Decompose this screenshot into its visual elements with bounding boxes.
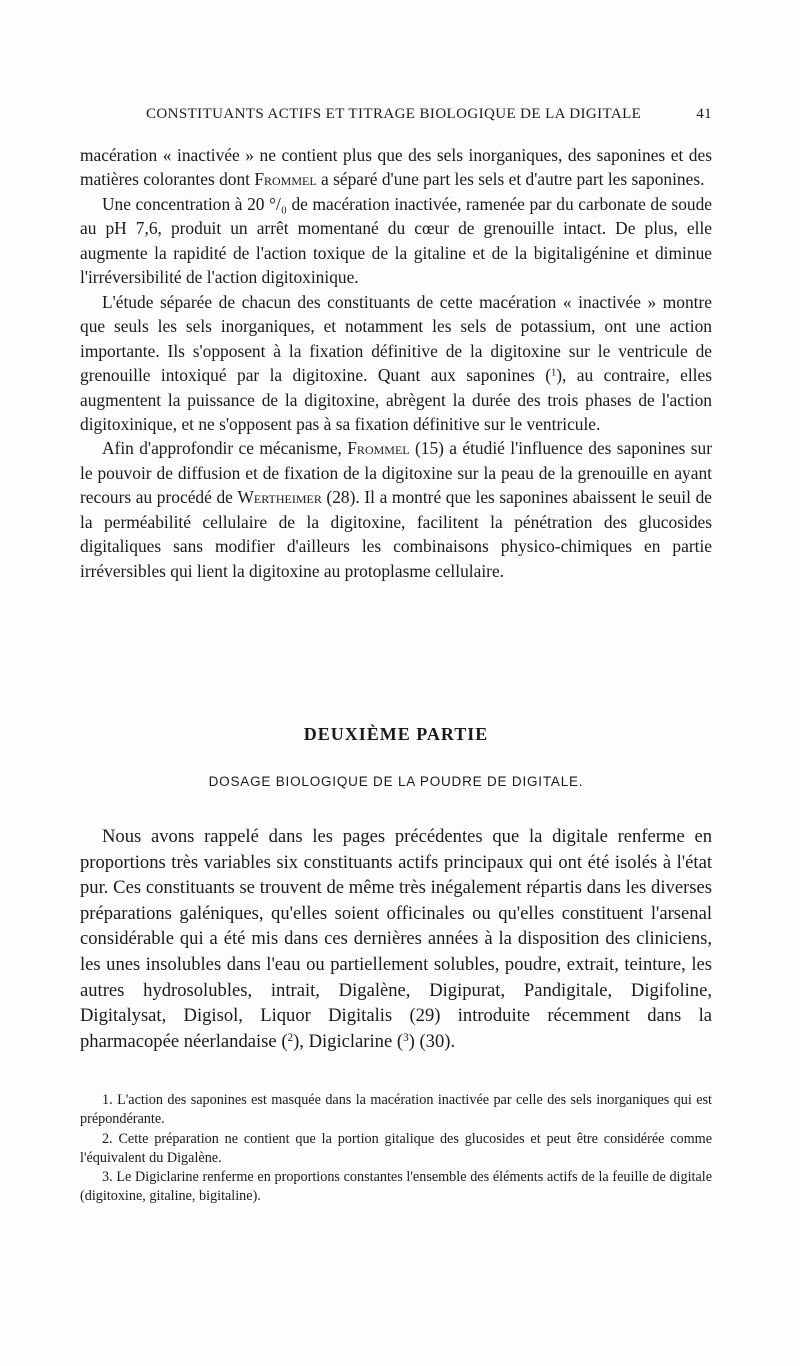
paragraph-text: macération « inactivée » ne contient plus que des sels inorganiques, des saponines et des matières colorantes dont [80, 145, 712, 190]
footnote-ref: 2 [287, 1031, 294, 1044]
footnote [80, 1168, 712, 1207]
footnote-text: Le Digiclarine renferme en proportions constantes l'ensemble des éléments actifs de la feuille de digitale (digitoxine, gitaline, bigitaline). [80, 1169, 712, 1205]
paragraph-text: ) (30). [408, 1030, 456, 1052]
paragraph-text: L'étude séparée de chacun des constituants de cette macération « inactivée » montre que seuls les sels inorganiques, et notamment les sels de potassium, ont une action importante. Ils s'opposent à la fixation définitive de la digitoxine sur le ventricule de grenouille intoxiqué par la digitoxine. Quant aux saponines ( [80, 291, 712, 386]
paragraph-text: (15) a étudié l'influence des saponines sur le pouvoir de diffusion et de fixation de la digitoxine sur la peau de la grenouille en ayant recours au procédé de [80, 438, 713, 508]
paragraph-text: Afin d'approfondir ce mécanisme, [102, 438, 348, 459]
paragraph: Une concentration à 20 °/₀ de macération inactivée, ramenée par du carbonate de soude au pH 7,6, produit un arrêt momentané du cœur de grenouille intact. De plus, elle augmente la rapidité de l'action toxique de la gitaline et de la bigitaligénine et diminue l'irréversibilité de l'action digitoxinique. [80, 193, 712, 288]
paragraph-text: a séparé d'une part les sels et d'autre part les saponines. [316, 169, 705, 190]
page-number: 41 [696, 106, 712, 122]
author-name: Wertheimer [237, 487, 322, 508]
footnote-number: 2. [102, 1130, 113, 1147]
paragraph-continued [80, 143, 712, 192]
section-subheading: DOSAGE BIOLOGIQUE DE LA POUDRE DE DIGITALE. [208, 774, 584, 789]
footnote-text: Cette préparation ne contient que la portion gitalique des glucosides et peut être considérée comme l'équivalent du Digalène. [80, 1130, 713, 1166]
paragraph [80, 290, 712, 437]
footnote-ref: 1 [551, 367, 557, 379]
paragraph-text: ), Digiclarine ( [293, 1030, 404, 1052]
section-text-part1 [80, 143, 712, 583]
footnote-number: 3. [102, 1169, 113, 1186]
paragraph [80, 824, 712, 1054]
footnote [80, 1091, 712, 1130]
footnotes [80, 1091, 712, 1207]
paragraph-text: (28). Il a montré que les saponines abaissent le seuil de la perméabilité cellulaire de la digitoxine, facilitent la pénétration des glucosides digitaliques sans modifier d'ailleurs les combinaisons physico-chimiques en partie irréversibles qui lient la digitoxine au protoplasme cellulaire. [80, 487, 712, 581]
part-heading: DEUXIÈME PARTIE [303, 724, 489, 744]
author-name: Frommel [347, 438, 410, 459]
section-text-part2 [80, 824, 712, 1054]
footnote [80, 1130, 712, 1169]
author-name: Frommel [254, 169, 317, 190]
paragraph [80, 436, 712, 583]
paragraph-text: Nous avons rappelé dans les pages précédentes que la digitale renferme en proportions très variables six constituants actifs principaux qui ont été isolés à l'état pur. Ces constituants se trouvent de même très inégalement répartis dans les diverses préparations galéniques, qu'elles soient officinales ou qu'elles constituent l'arsenal considérable qui a été mis dans ces dernières années à la disposition des cliniciens, les unes insolubles dans l'eau ou partiellement solubles, poudre, extrait, teinture, les autres hydrosolubles, intrait, Digalène, Digipurat, Pandigitale, Digifoline, Digitalysat, Digisol, Liquor Digitalis (29) introduite récemment dans la pharmacopée néerlandaise ( [80, 826, 712, 1052]
footnote-ref: 3 [403, 1031, 409, 1044]
paragraph-text: ), au contraire, elles augmentent la puissance de la digitoxine, abrègent la durée des trois phases de l'action digitoxinique, et ne s'opposent pas à sa fixation définitive sur le ventricule. [80, 365, 712, 434]
running-head-title: CONSTITUANTS ACTIFS ET TITRAGE BIOLOGIQUE DE LA DIGITALE [146, 106, 642, 122]
footnote-number: 1. [102, 1092, 113, 1108]
running-head [82, 106, 712, 128]
footnote-text: L'action des saponines est masquée dans la macération inactivée par celle des sels inorganiques qui est prépondérante. [80, 1092, 712, 1128]
